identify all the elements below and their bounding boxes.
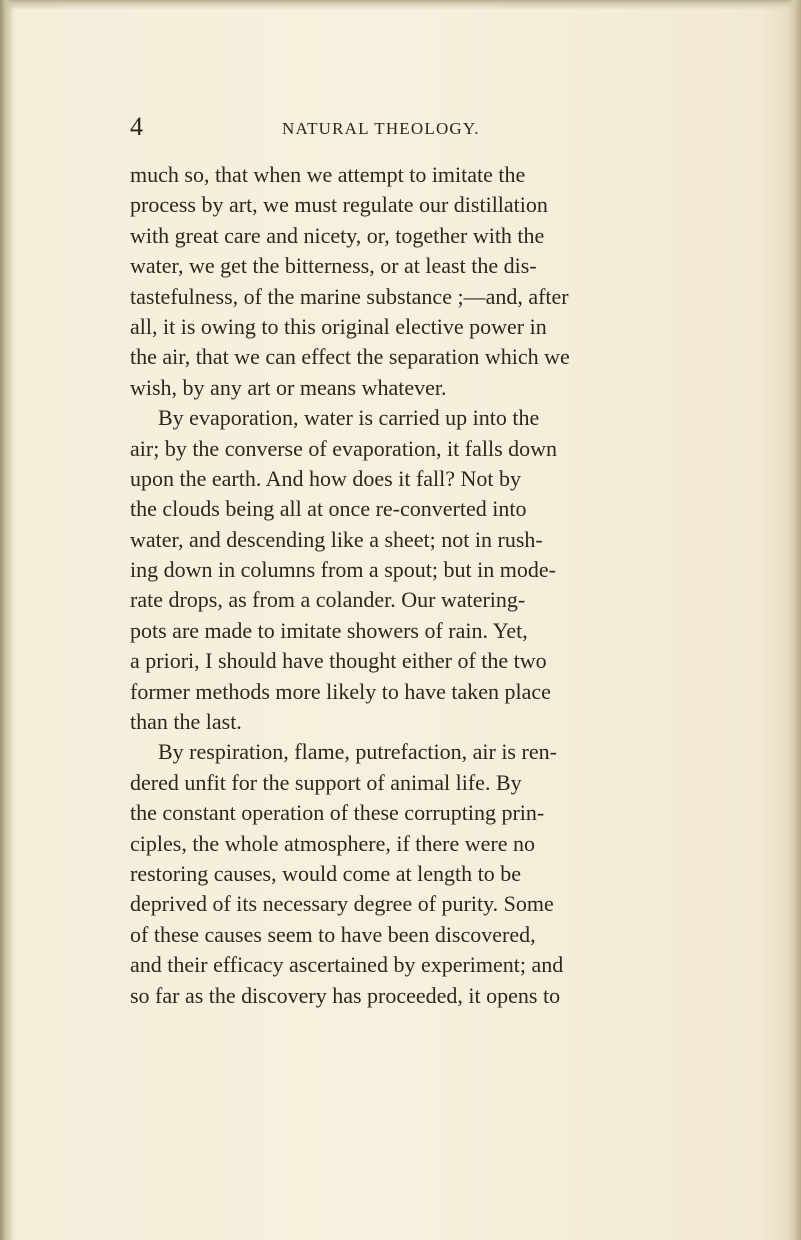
text-line: upon the earth. And how does it fall? Not by: [130, 465, 522, 491]
text-line: former methods more likely to have taken place: [130, 678, 551, 704]
text-line: ing down in columns from a spout; but in mode-: [130, 557, 556, 583]
spine-shadow: [0, 0, 14, 1240]
text-line: ciples, the whole atmosphere, if there were no: [130, 830, 536, 856]
text-line: with great care and nicety, or, together with the: [130, 222, 545, 248]
text-line: tastefulness, of the marine substance ;—and, after: [130, 283, 569, 309]
text-line: a priori, I should have thought either of the two: [130, 648, 547, 674]
text-line: air; by the converse of evaporation, it falls down: [130, 435, 558, 461]
text-line: dered unfit for the support of animal life. By: [130, 769, 522, 795]
text-line: water, and descending like a sheet; not in rush-: [130, 526, 543, 552]
text-line: of these causes seem to have been discovered,: [130, 921, 536, 947]
paragraph-first-line: By evaporation, water is carried up into the: [158, 405, 540, 431]
text-line: than the last.: [130, 709, 242, 735]
text-line: wish, by any art or means whatever.: [130, 374, 447, 400]
text-line: water, we get the bitterness, or at least the dis-: [130, 253, 537, 279]
text-line: rate drops, as from a colander. Our watering-: [130, 587, 526, 613]
text-line: the constant operation of these corrupting prin-: [130, 800, 545, 826]
page-header: [130, 112, 690, 146]
text-line: deprived of its necessary degree of purity. Some: [130, 891, 554, 917]
text-line: the clouds being all at once re-converted into: [130, 496, 527, 522]
running-head: NATURAL THEOLOGY.: [282, 119, 480, 138]
top-page-edge: [0, 0, 801, 10]
text-line: pots are made to imitate showers of rain. Yet,: [130, 617, 528, 643]
text-line: much so, that when we attempt to imitate the: [130, 162, 526, 187]
text-line: all, it is owing to this original elective power in: [130, 313, 547, 339]
page-number: 4: [130, 112, 143, 141]
text-line: the air, that we can effect the separation which we: [130, 344, 570, 370]
page-body-text: [130, 160, 690, 1011]
text-line: so far as the discovery has proceeded, it opens to: [130, 982, 561, 1008]
paragraph-first-line: By respiration, flame, putrefaction, air is ren-: [158, 739, 557, 765]
text-line: and their efficacy ascertained by experiment; and: [130, 952, 564, 978]
text-line: process by art, we must regulate our distillation: [130, 192, 548, 218]
text-line: restoring causes, would come at length to be: [130, 860, 522, 886]
right-page-edge: [787, 0, 801, 1240]
